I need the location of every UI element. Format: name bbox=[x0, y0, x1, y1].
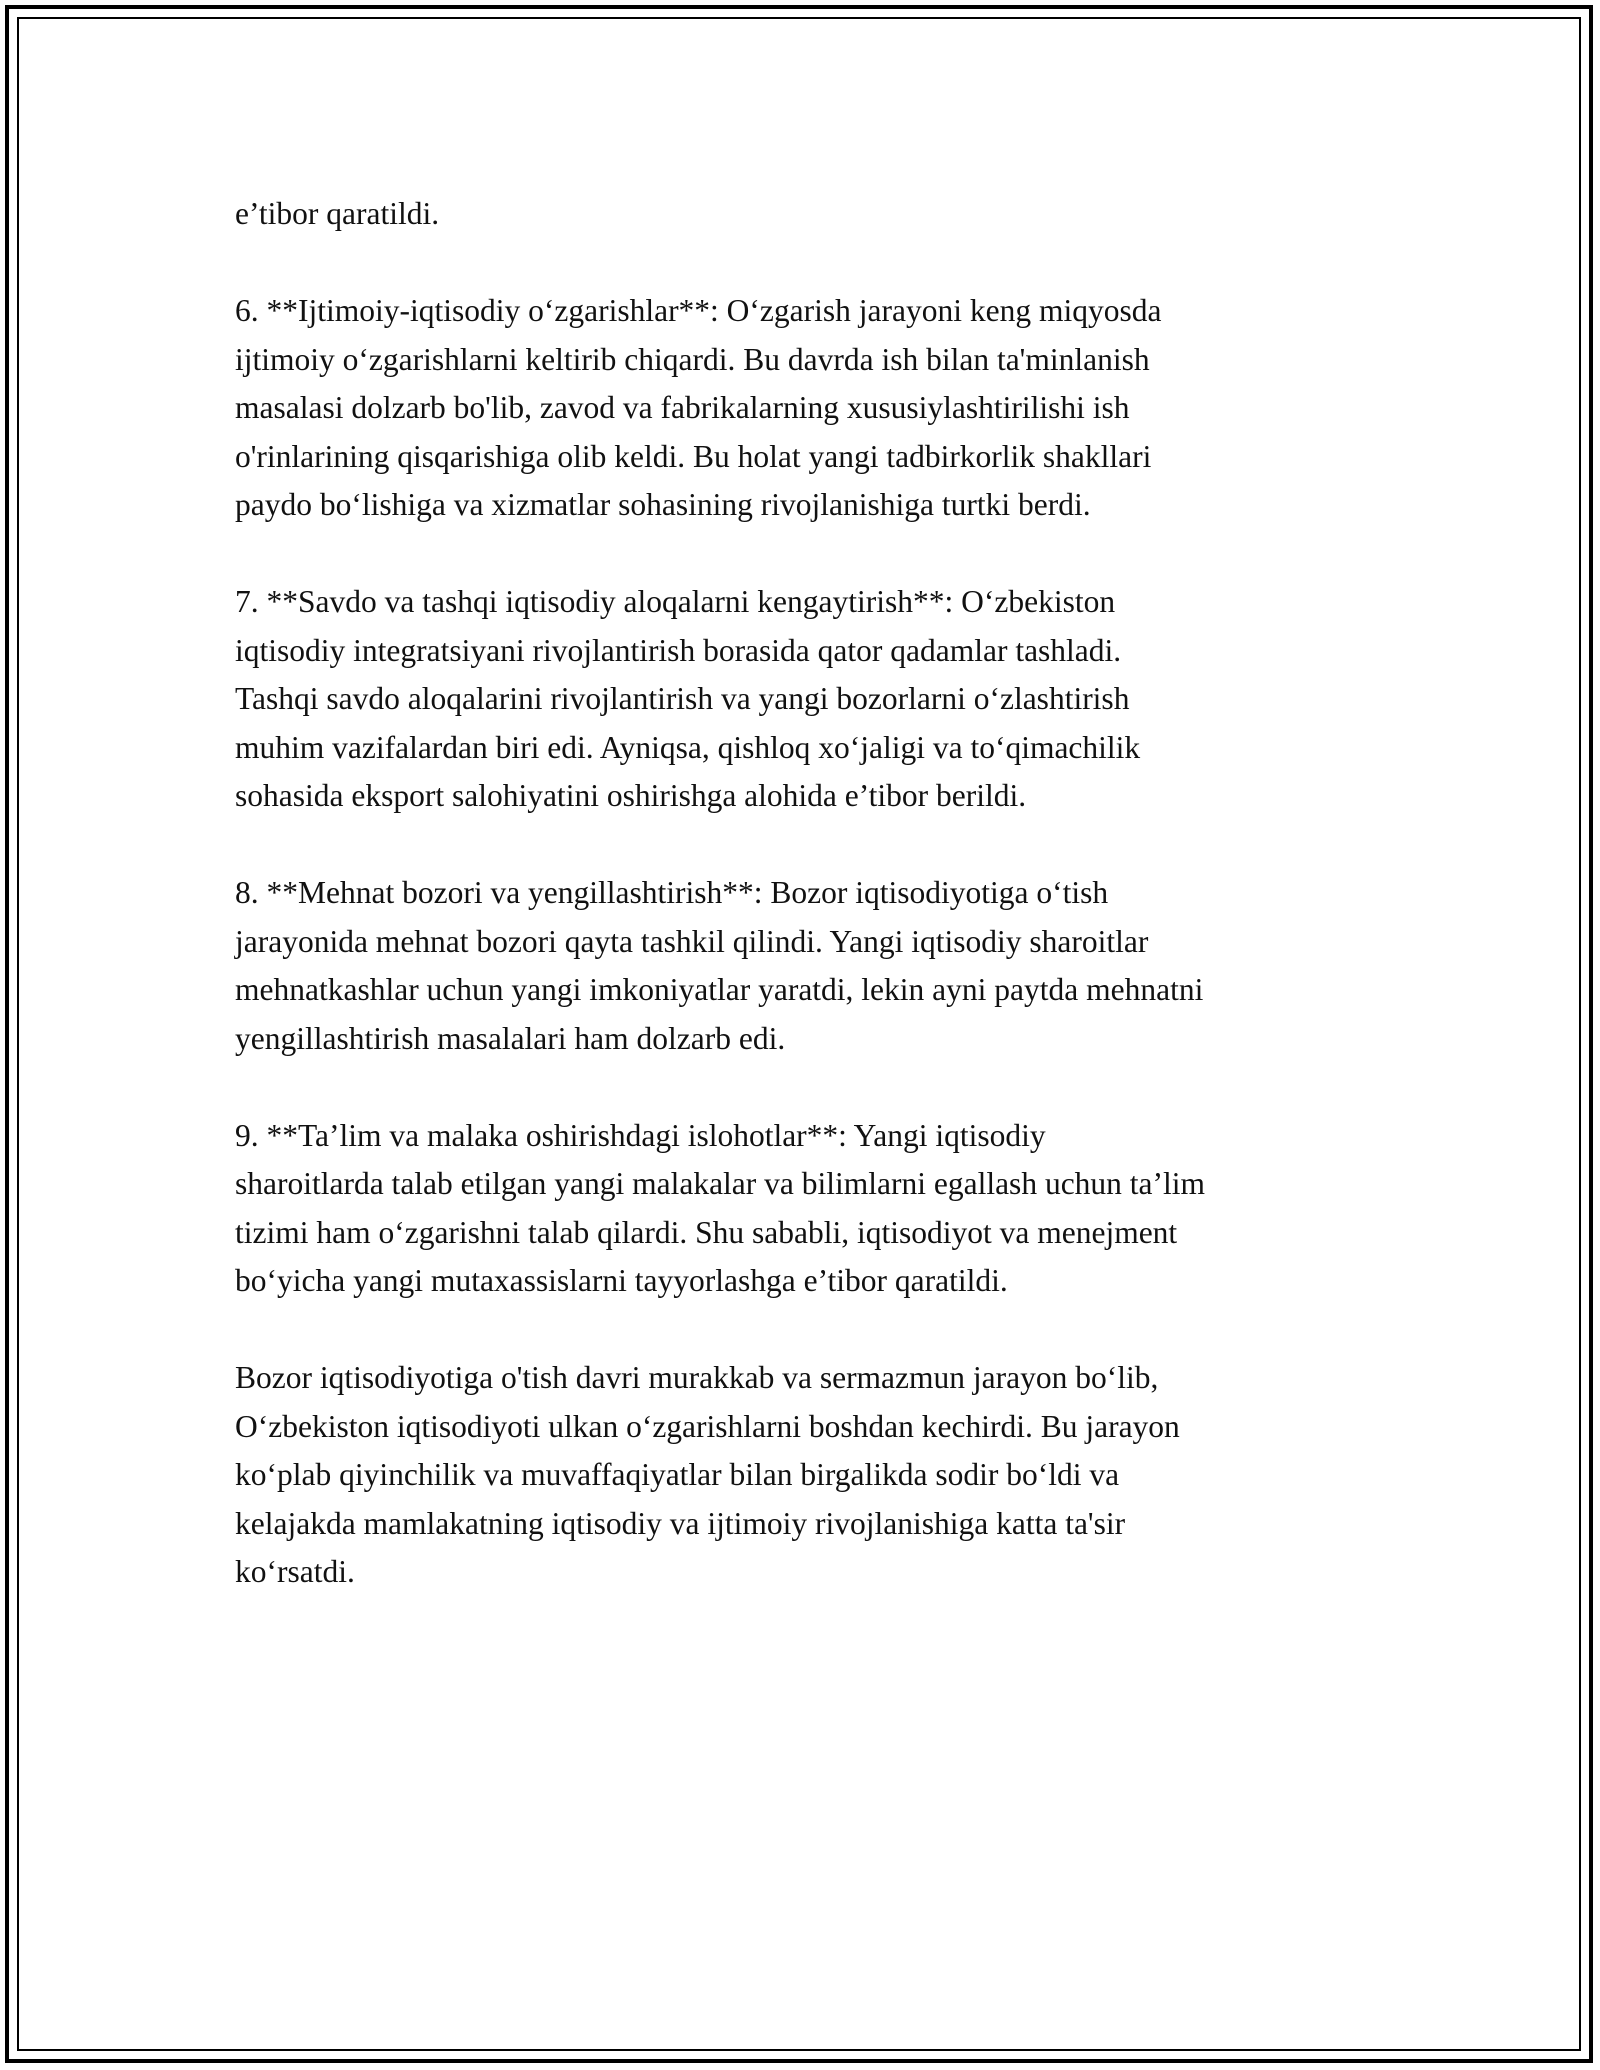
paragraph-item-7: 7. **Savdo va tashqi iqtisodiy aloqalarni kengaytirish**: O‘zbekiston iqtisodiy integratsiyani rivojlantirish borasida qator qadamlar tashladi. Tashqi savdo aloqalarini rivojlantirish va yangi bozorlarni o‘zlashtirish muhim vazifalardan biri edi. Ayniqsa, qishloq xo‘jaligi va to‘qimachilik sohasida eksport salohiyatini oshirishga alohida e’tibor berildi. bbox=[235, 584, 1141, 813]
paragraph-continuation: e’tibor qaratildi. bbox=[235, 196, 440, 231]
paragraph-item-9: 9. **Ta’lim va malaka oshirishdagi islohotlar**: Yangi iqtisodiy sharoitlarda talab etilgan yangi malakalar va bilimlarni egallash uchun ta’lim tizimi ham o‘zgarishni talab qilardi. Shu sababli, iqtisodiyot va menejment bo‘yicha yangi mutaxassislarni tayyorlashga e’tibor qaratildi. bbox=[235, 1117, 1206, 1298]
document-body bbox=[235, 190, 1375, 1597]
paragraph-conclusion: Bozor iqtisodiyotiga o'tish davri murakkab va sermazmun jarayon bo‘lib, O‘zbekiston iqtisodiyoti ulkan o‘zgarishlarni boshdan kechirdi. Bu jarayon ko‘plab qiyinchilik va muvaffaqiyatlar bilan birgalikda sodir bo‘ldi va kelajakda mamlakatning iqtisodiy va ijtimoiy rivojlanishiga katta ta'sir ko‘rsatdi. bbox=[235, 1360, 1180, 1589]
paragraph-item-8: 8. **Mehnat bozori va yengillashtirish**: Bozor iqtisodiyotiga o‘tish jarayonida mehnat bozori qayta tashkil qilindi. Yangi iqtisodiy sharoitlar mehnatkashlar uchun yangi imkoniyatlar yaratdi, lekin ayni paytda mehnatni yengillashtirish masalalari ham dolzarb edi. bbox=[235, 875, 1204, 1056]
paragraph-item-6: 6. **Ijtimoiy-iqtisodiy o‘zgarishlar**: O‘zgarish jarayoni keng miqyosda ijtimoiy o‘zgarishlarni keltirib chiqardi. Bu davrda ish bilan ta'minlanish masalasi dolzarb bo'lib, zavod va fabrikalarning xususiylashtirilishi ish o'rinlarining qisqarishiga olib keldi. Bu holat yangi tadbirkorlik shakllari paydo bo‘lishiga va xizmatlar sohasining rivojlanishiga turtki berdi. bbox=[235, 293, 1162, 522]
